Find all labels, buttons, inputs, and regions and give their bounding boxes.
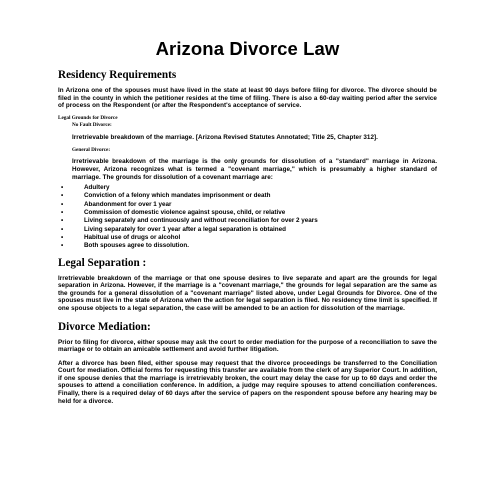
list-item [58, 209, 437, 217]
list-item-text: Conviction of a felony which mandates imprisonment or death [84, 192, 271, 200]
bullet-glyph: • [61, 192, 64, 200]
list-item [58, 242, 437, 250]
covenant-grounds-list [58, 184, 437, 250]
list-item [58, 201, 437, 209]
no-fault-paragraph: Irretrievable breakdown of the marriage. [Arizona Revised Statutes Annotated; Title 25, Chapter 312]. [72, 133, 378, 141]
list-item-text: Living separately for over 1 year after a legal separation is obtained [84, 225, 286, 233]
bullet-glyph: • [61, 225, 64, 233]
list-item [58, 226, 437, 234]
legal-separation-heading: Legal Separation : [58, 256, 147, 269]
legal-grounds-label: Legal Grounds for Divorce [58, 114, 118, 121]
list-item-text: Living separately and continuously and without reconciliation for over 2 years [84, 217, 318, 225]
list-item [58, 217, 437, 225]
bullet-glyph: • [61, 209, 64, 217]
residency-paragraph: In Arizona one of the spouses must have lived in the state at least 90 days before filing for divorce. The divorce should be filed in the county in which the petitioner resides at the time of filing. There is also a 60-day waiting period after the service of process on the Respondent (or after the Respondent's acceptance of service. [58, 87, 437, 110]
residency-heading: Residency Requirements [58, 69, 177, 81]
list-item-text: Adultery [84, 184, 110, 192]
list-item [58, 184, 437, 192]
general-divorce-label: General Divorce: [72, 147, 111, 154]
bullet-glyph: • [61, 200, 64, 208]
mediation-paragraph-2: After a divorce has been filed, either spouse may request that the divorce proceedings be transferred to the Conciliation Court for mediation. Official forms for requesting this transfer are available from the clerk of any Superior Court. In addition, if one spouse denies that the marriage is irretrievably broken, the court may delay the case for up to 60 days and order the spouses to attend a conciliation conference. In addition, a judge may require spouses to attend conciliation conferences. Finally, there is a required delay of 60 days after the service of papers on the respondent spouse before any hearing may be held for a divorce. [58, 359, 437, 405]
bullet-glyph: • [61, 184, 64, 192]
list-item-text: Abandonment for over 1 year [84, 200, 172, 208]
general-divorce-paragraph: Irretrievable breakdown of the marriage is the only grounds for dissolution of a "standard" marriage in Arizona. However, Arizona recognizes what is termed a "covenant marriage," which is presumably a higher standard of marriage. The grounds for dissolution of a covenant marriage are: [72, 158, 437, 181]
list-item-text: Both spouses agree to dissolution. [84, 242, 189, 250]
list-item-text: Commission of domestic violence against spouse, child, or relative [84, 209, 286, 217]
legal-separation-paragraph: Irretrievable breakdown of the marriage or that one spouse desires to live separate and apart are the grounds for legal separation in Arizona. However, if the marriage is a "covenant marriage," the grounds for legal separation are the same as the grounds for a general dissolution of a "covenant marriage" listed above, under Legal Grounds for Divorce. One of the spouses must live in the state of Arizona when the action for legal separation is filed. No residency time limit is specified. If one spouse objects to a legal separation, the case will be amended to be an action for dissolution of the marriage. [58, 274, 437, 312]
no-fault-label: No Fault Divorce: [72, 121, 112, 128]
list-item-text: Habitual use of drugs or alcohol [84, 233, 181, 241]
bullet-glyph: • [61, 217, 64, 225]
list-item [58, 192, 437, 200]
mediation-paragraph-1: Prior to filing for divorce, either spouse may ask the court to order mediation for the purpose of a reconciliation to save the marriage or to obtain an amicable settlement and avoid further litigation. [58, 338, 437, 354]
bullet-glyph: • [61, 242, 64, 250]
page-title: Arizona Divorce Law [155, 38, 340, 59]
list-item [58, 234, 437, 242]
bullet-glyph: • [61, 233, 64, 241]
divorce-mediation-heading: Divorce Mediation: [58, 320, 151, 333]
